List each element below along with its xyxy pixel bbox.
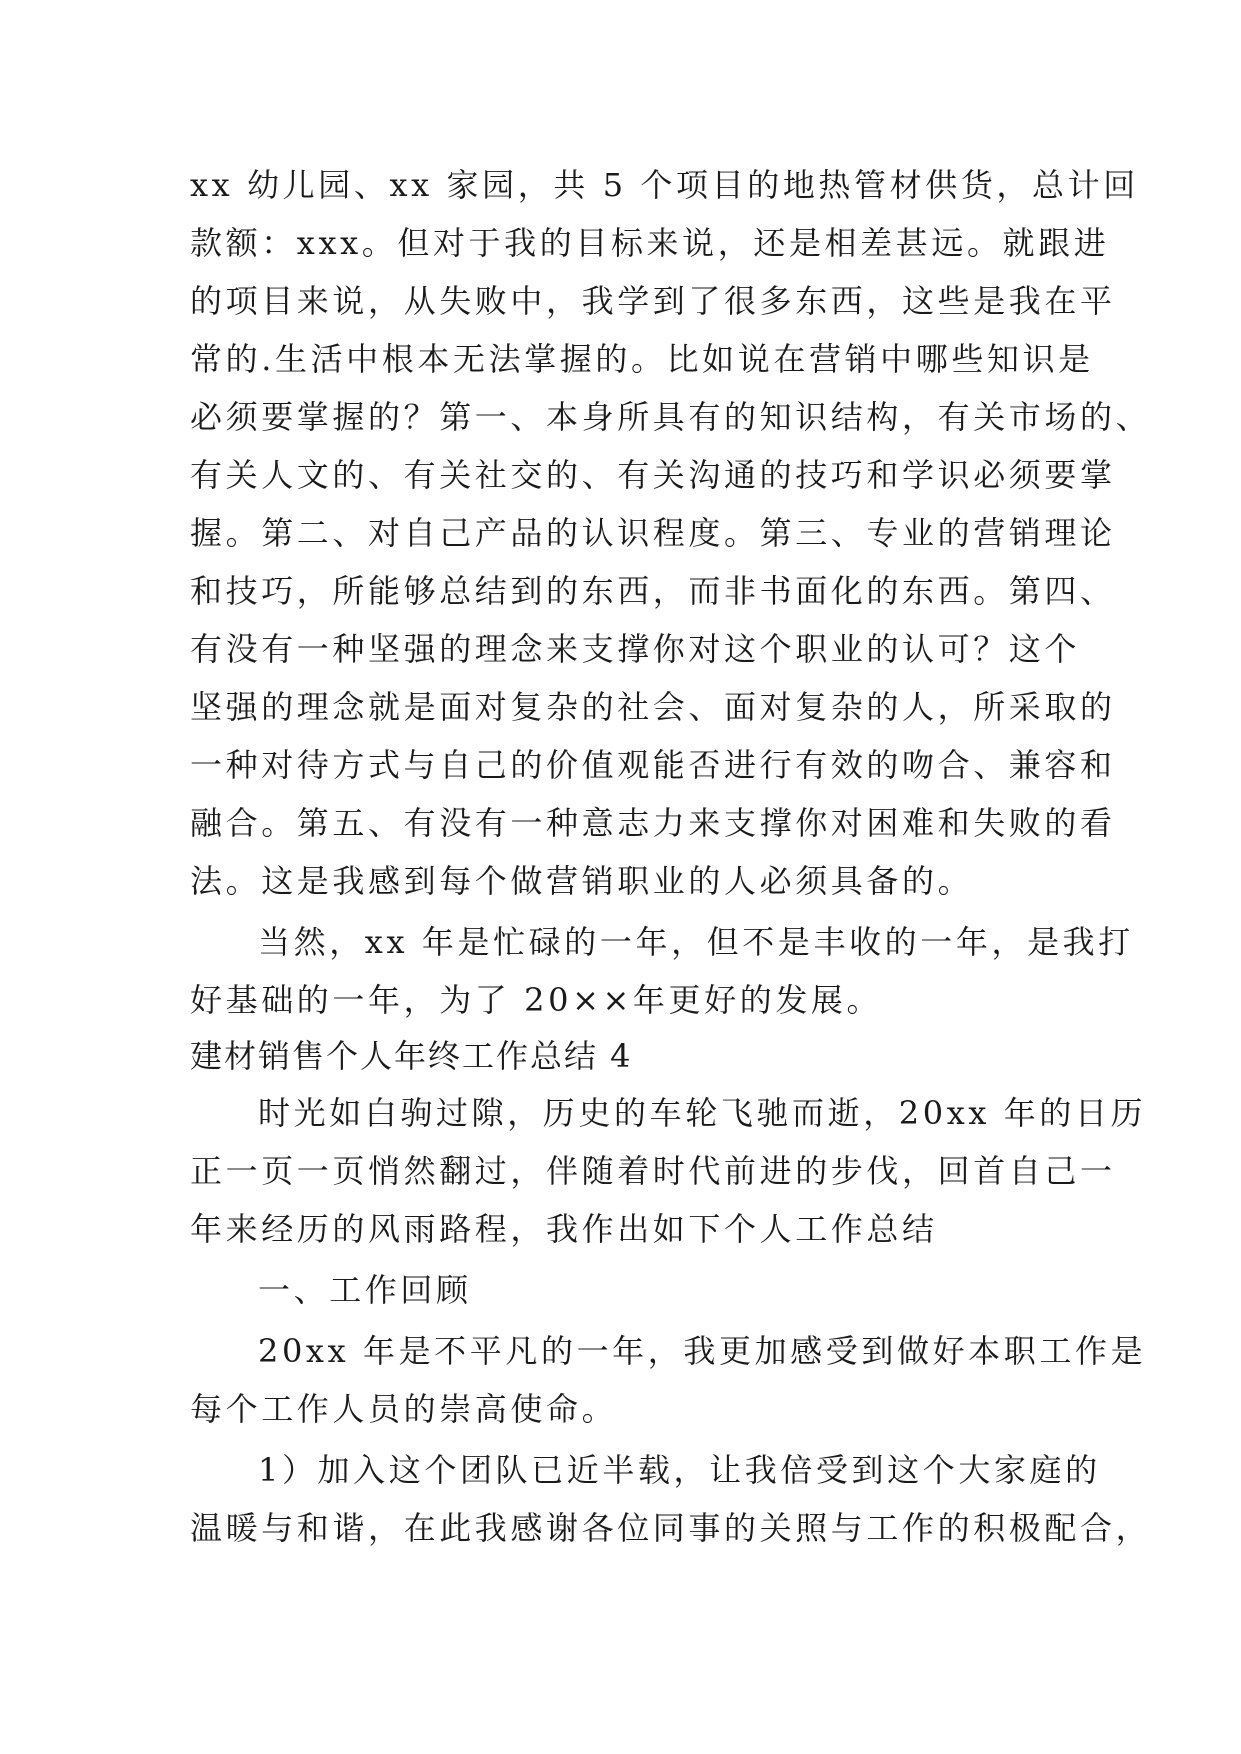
para1-line-2: 款额：xxx。但对于我的目标来说，还是相差甚远。就跟进 <box>190 224 1110 262</box>
section-heading: 建材销售个人年终工作总结 4 <box>190 1037 633 1075</box>
para1-line-5: 必须要掌握的？第一、本身所具有的知识结构，有关市场的、 <box>190 398 1152 436</box>
para3-line-1: 时光如白驹过隙，历史的车轮飞驰而逝，20xx 年的日历 <box>258 1094 1147 1132</box>
para2-line-1: 当然，xx 年是忙碌的一年，但不是丰收的一年，是我打 <box>258 923 1134 961</box>
para1-line-6: 有关人文的、有关社交的、有关沟通的技巧和学识必须要掌 <box>190 456 1116 494</box>
para1-line-7: 握。第二、对自己产品的认识程度。第三、专业的营销理论 <box>190 514 1116 552</box>
para1-line-1: xx 幼儿园、xx 家园，共 5 个项目的地热管材供货，总计回 <box>190 166 1139 204</box>
para4-line-1: 20xx 年是不平凡的一年，我更加感受到做好本职工作是 <box>258 1332 1147 1370</box>
para3-line-3: 年来经历的风雨路程，我作出如下个人工作总结 <box>190 1210 938 1248</box>
para2-line-2: 好基础的一年，为了 20××年更好的发展。 <box>190 981 883 1019</box>
subsection-title: 一、工作回顾 <box>258 1271 472 1309</box>
para1-line-12: 融合。第五、有没有一种意志力来支撑你对困难和失败的看 <box>190 804 1116 842</box>
para1-line-8: 和技巧，所能够总结到的东西，而非书面化的东西。第四、 <box>190 572 1116 610</box>
para1-line-9: 有没有一种坚强的理念来支撑你对这个职业的认可？这个 <box>190 630 1081 668</box>
para1-line-13: 法。这是我感到每个做营销职业的人必须具备的。 <box>190 862 974 900</box>
para1-line-10: 坚强的理念就是面对复杂的社会、面对复杂的人，所采取的 <box>190 688 1116 726</box>
para5-line-1: 1）加入这个团队已近半载，让我倍受到这个大家庭的 <box>258 1451 1101 1489</box>
para1-line-4: 常的.生活中根本无法掌握的。比如说在营销中哪些知识是 <box>190 340 1094 378</box>
para1-line-11: 一种对待方式与自己的价值观能否进行有效的吻合、兼容和 <box>190 746 1116 784</box>
para3-line-2: 正一页一页悄然翻过，伴随着时代前进的步伐，回首自己一 <box>190 1152 1116 1190</box>
para1-line-3: 的项目来说，从失败中，我学到了很多东西，这些是我在平 <box>190 282 1116 320</box>
para5-line-2: 温暖与和谐，在此我感谢各位同事的关照与工作的积极配合， <box>190 1509 1152 1547</box>
para4-line-2: 每个工作人员的崇高使命。 <box>190 1390 618 1428</box>
